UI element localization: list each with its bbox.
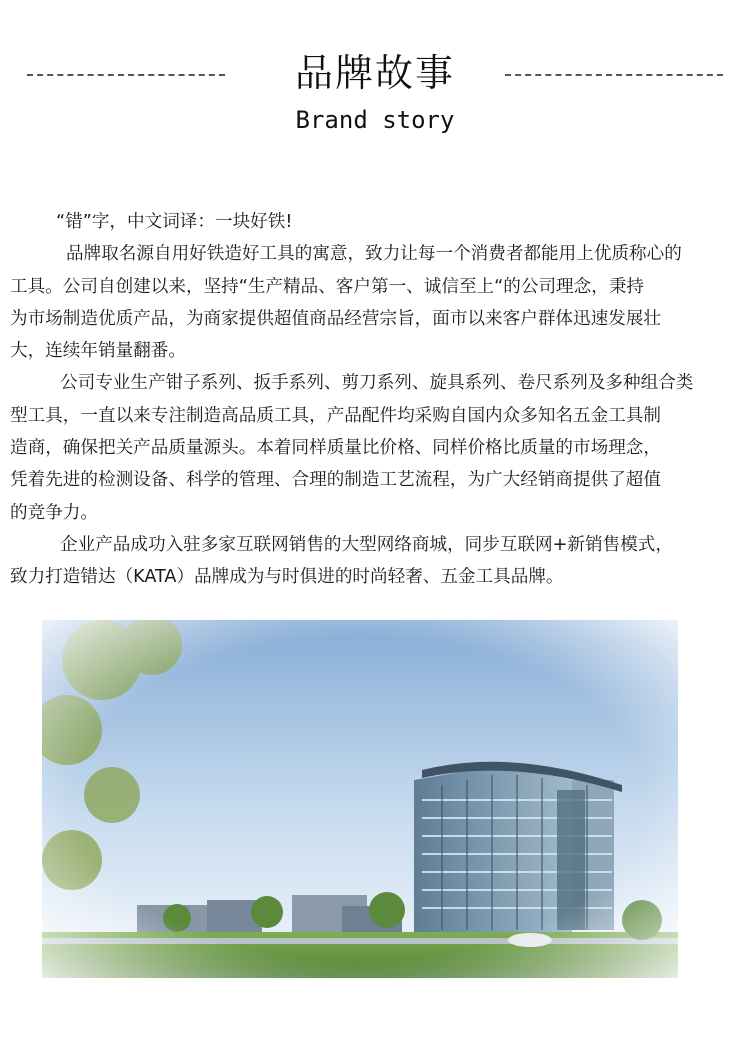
section-subtitle: Brand story	[295, 106, 455, 134]
story-line: 型工具，一直以来专注制造高品质工具，产品配件均采购自国内众多知名五金工具制	[10, 405, 661, 426]
story-line: 造商，确保把关产品质量源头。本着同样质量比价格、同样价格比质量的市场理念，	[10, 438, 661, 459]
story-line: 品牌取名源自用好铁造好工具的寓意，致力让每一个消费者都能用上优质称心的	[66, 244, 682, 265]
brand-story-text	[10, 206, 745, 594]
story-line: 致力打造错达（KATA）品牌成为与时俱进的时尚轻奢、五金工具品牌。	[10, 567, 564, 588]
story-line: 企业产品成功入驻多家互联网销售的大型网络商城，同步互联网+新销售模式，	[60, 534, 673, 555]
story-line: 工具。公司自创建以来，坚持“生产精品、客户第一、诚信至上“的公司理念，秉持	[10, 276, 645, 297]
section-title: 品牌故事	[294, 51, 455, 95]
story-line: 的竞争力。	[10, 502, 98, 523]
story-line: 大，连续年销量翻番。	[10, 341, 186, 362]
office-building-photo	[42, 620, 678, 978]
brand-story-header	[0, 0, 750, 150]
story-line: 公司专业生产钳子系列、扳手系列、剪刀系列、旋具系列、卷尺系列及多种组合类	[60, 373, 694, 394]
story-line: 为市场制造优质产品，为商家提供超值商品经营宗旨，面市以来客户群体迅速发展壮	[10, 308, 661, 329]
story-line: “错”字，中文词译：一块好铁!	[56, 212, 293, 232]
office-building-icon	[42, 620, 678, 978]
story-line: 凭着先进的检测设备、科学的管理、合理的制造工艺流程，为广大经销商提供了超值	[10, 470, 661, 491]
